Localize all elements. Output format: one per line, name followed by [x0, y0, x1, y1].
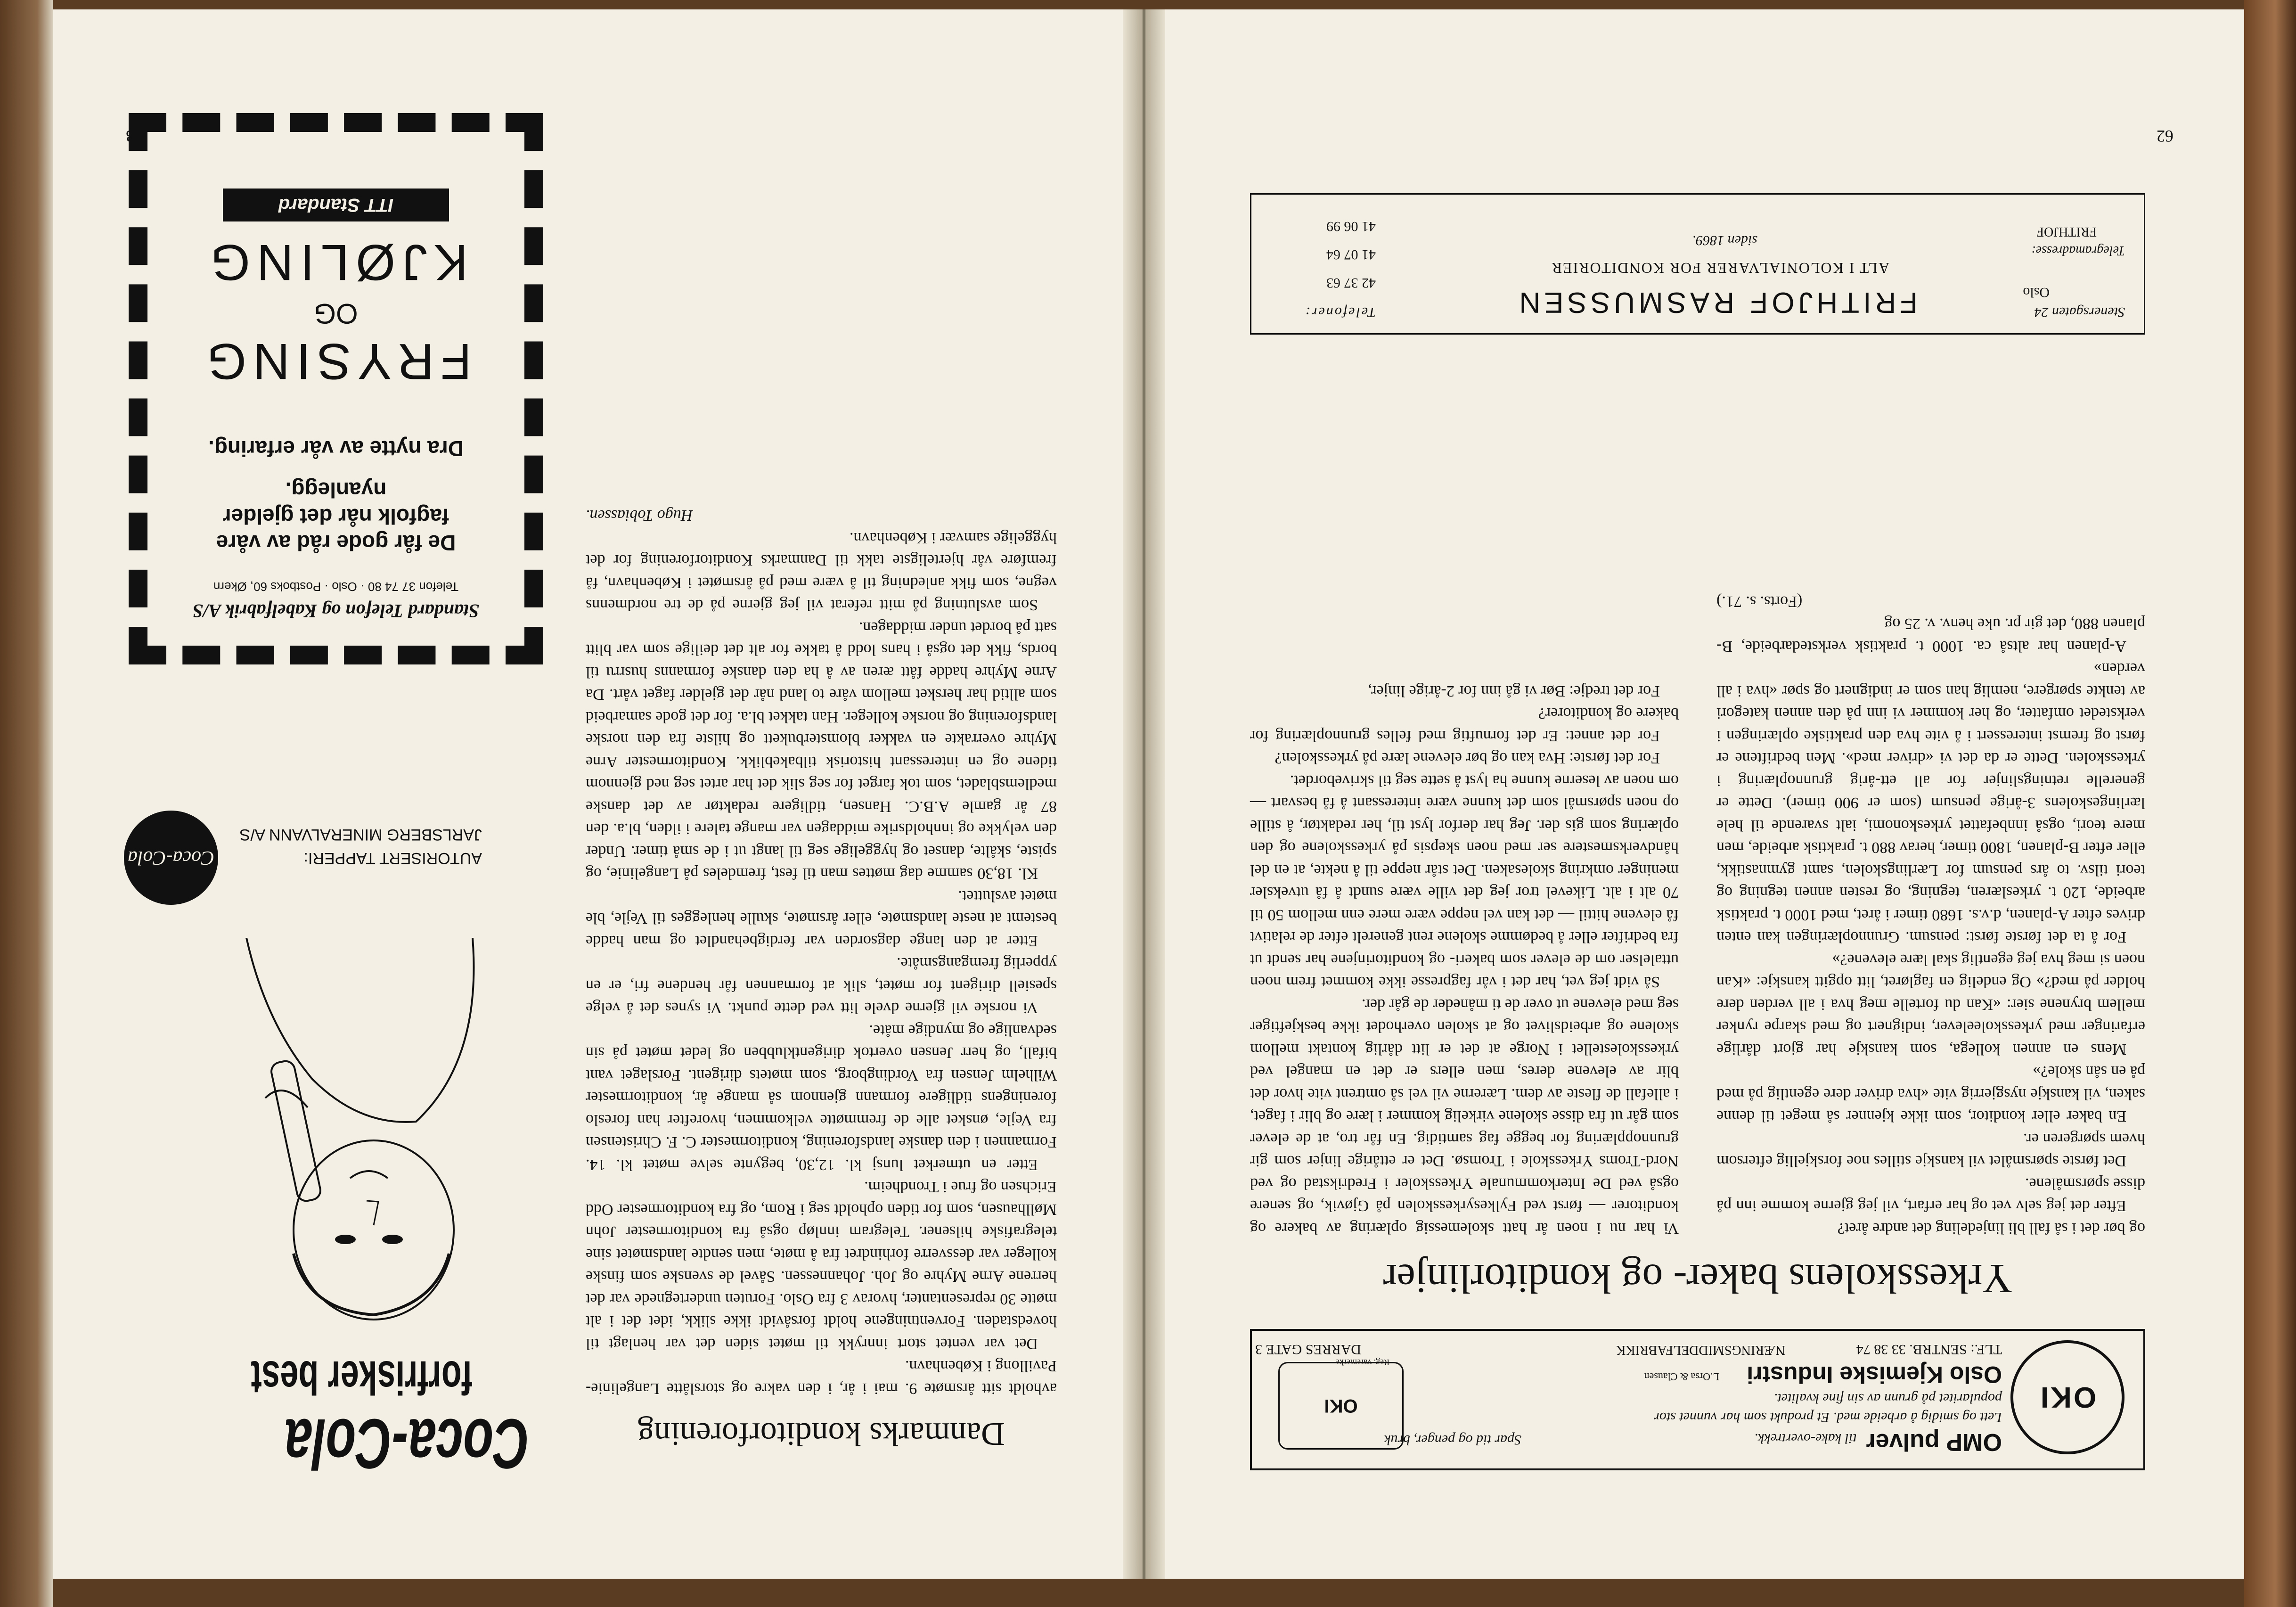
paragraph: For å ta det første først: pensum. Grunnoplæringen kan enten drives efter A-planen, d.v.s. 1680 timer i året, med 1000 t. praktisk arbeide, 120 t. yrkeslæren, tegning, og resten annen tegning og teori tilsv. to års pensum for Lærlingskolen, samt gymnastikk, eller efter B-planen, 1800 timer, herav 880 t. praktisk arbeide, men mere teori, også innbefattet yrkeskonomi, ialt svarende til hele lærlingeskolens 3-årige pensum (som er 900 timer). Dette er generelle retningslinjer for all ett-årig grunnoplæring i yrkesskolen. Dette er da det vi «driver med». Men bedriftene er først og fremst interessert i å vite hva den praktiske oplæringen i verkstedet omfatter, og her kommer vi inn på den annen kategori av tenkte spørgere, nemlig han som er indignert og spør «hva i all verden»: [1716, 660, 2145, 946]
paragraph: For det første: Hva kan og bør elevene lære på yrkesskolen?: [1275, 749, 1660, 767]
oki-logo-text: OKI: [2038, 1381, 2097, 1414]
page-number: 63: [126, 127, 143, 146]
frithjof-phone-2: 41 07 64: [1326, 247, 1376, 262]
frithjof-telegram-label: Telegramadresse:: [2031, 243, 2125, 258]
frithjof-company: FRITHJOF RASMUSSEN: [1515, 286, 1918, 319]
frithjof-phone-1: 42 37 63: [1326, 275, 1376, 291]
paragraph: Det var ventet stort innrykk til møtet siden det var henlagt til hovedstaden. Forventningene holdt forsåvidt ikke slikk, idet det i alt møtte 30 representanter, hvorav 3 fra Oslo. Foruten undertegnede var det herrene Arne Myhre og Joh. Johannessen. Såvel de svenske som finske kolleger var dessverre forhindret fra å møte, men sendte landsmøtet sine telegrafiske hilsener. Telegram innløp også fra konditormester John Møllhausen, som for tiden opholdt seg i Rom, og fra konditormester Odd Erichsen og frue i Trondheim.: [586, 1178, 1057, 1353]
book-spine-shadow: [1123, 9, 1165, 1579]
paragraph: Kl. 18,30 samme dag møttes man til fest, fremdeles på Langelinie, og spiste, skålte, danset og hyggelige seg til langt ut i de små timer. Under den velykke og innholdsrike middagen var mange talere i ilden, bl.a. den 87 år gamle A.B.C. Hansen, tidligere redaktør av det danske medlemsbladet, som tok farget for seg slik det har artet seg ned gjennom tidene og en interessant historisk tilbakeblikk. Konditormester Arne Myhre overrakte en vakker blomsterbukett og hilste fra den norske landsforening og norske kolleger. Han takket bl.a. for det gode samarbeid som alltid har hersket mellom våre to land når det gjelder faget vårt. Da Arne Myhre hadde fått æren av å ha den danske formanns husrru til bords, fikk det også i hans lodd å takke for alt det deilige som var blitt satt på bordet under middagen.: [586, 619, 1057, 883]
paragraph: avholdt sitt årsmøte 9. mai i år, i den vakre og storslåtte Langelinie-Pavillong i København.: [586, 1357, 1057, 1397]
coca-cola-logo-text: Coca-Cola: [127, 847, 215, 869]
standard-line-1: KJØLING: [204, 234, 468, 291]
oki-logo: [2010, 1340, 2124, 1454]
omp-tagline-3: Lett og smidig å arbeide med. Et produkt som har vunnet stor: [1654, 1410, 2002, 1425]
frithjof-phone-label: Telefoner:: [1304, 304, 1376, 320]
paragraph: Efter det jeg selv vet og har erfart, vil jeg gjerne komme inn på disse spørsmålene.: [1716, 1175, 2145, 1215]
standard-text-1: Dra nytte av vår erfaring.: [208, 436, 464, 461]
oki-bottle-label: OKI: [1324, 1395, 1358, 1417]
omp-brand: OMP: [1946, 1428, 2002, 1456]
frithjof-ad: [1250, 193, 2145, 335]
book-edge-left: [2244, 0, 2296, 1607]
paragraph: Etter at den lange dagsorden var ferdigbehandlet og man hadde bestemt at neste landsmøte, eller årsmøte, skulle henlegges til Vejle, ble møtet avsluttet.: [586, 887, 1057, 950]
article-column-1: [1250, 680, 1679, 1240]
paragraph: A-planen har altså ca. 1000 t. praktisk verkstedarbeide, B-planen 880, det gir pr. uke henv. v. 25 og: [1716, 615, 2145, 655]
frithjof-telegram: FRITHJOF: [2036, 224, 2097, 239]
paragraph: og bør det i så fall bli linjedeling det andre året?: [1837, 1220, 2145, 1237]
itt-standard-text: ITT Standard: [278, 195, 394, 216]
coca-cola-ad: [124, 759, 548, 1494]
bottle-mascot-icon: [1278, 1362, 1404, 1450]
omp-ad: [1250, 1329, 2145, 1470]
omp-brand-rest: pulver: [1866, 1428, 1940, 1456]
signature: Hugo Tobiassen.: [586, 507, 693, 525]
paragraph: Så vidt jeg vet, har det i vår fagpresse ikke kommet frem noen uttalelser om de elever som bakeri- og konditorinjene har sendt ut fra bedrifter eller å bedømme skolene rent generelt efter de relativt få elevene hittil — det kan vel neppe være mere enn mellom 50 til 70 alt i alt. Likevel tror jeg det ville være sundt å få utveksler meninger omkring skolesaken. Det står neppe til å nekte, at en del håndverksmestere ser med noen skepsis på yrkesskolene og den oplæring som gis der. Jeg har derfor lyst til, her redaktør, å stille op noen spørsmål som det kunne være interessant å få besvart — om noen av leserne kunne ha lyst å sette seg til skrivebordet.: [1250, 772, 1679, 991]
article-title: Yrkesskolens baker- og konditorlinjer: [1383, 1255, 2012, 1301]
book-edge-right: [0, 0, 53, 1607]
paragraph: En baker eller konditor, som ikke kjenner så meget til denne saken, vil kanskje nysgjerrig vite «hva driver dere egentlig på med på en sån skole?»: [1716, 1063, 2145, 1125]
article-column-2: [1716, 590, 2145, 1240]
omp-tagline-4: popularitet på grunn av sin fine kvalitet.: [1773, 1391, 2002, 1406]
omp-phone: TLF.: SENTRB. 33 38 74: [1856, 1342, 2002, 1357]
page-62: [1156, 9, 2244, 1579]
standard-line-3: FRYSING: [200, 333, 472, 390]
paragraph: Mens en annen kollega, som kanskje har gjort dårlige erfaringer med yrkesskoleelever, indignert og med skarpe rynker mellem brynene sier: «Kan du fortelle meg hva i all verden dere holder på med?» Og endelig en fagløret, litt opgitt kanskje: «Kan noen si meg hva jeg egentlig skal lære elevene?»: [1716, 951, 2145, 1058]
standard-line-2: OG: [314, 298, 358, 329]
omp-tagline-2: Spar tid og penger, bruk: [1384, 1432, 1521, 1448]
paragraph: For det annet: Er det fornuftig med felles grunnoplæring for bakere og konditorer?: [1250, 705, 1679, 745]
article-column-1: [586, 504, 1057, 1400]
omp-owners: L.Orsa & Clausen: [1644, 1371, 1719, 1383]
standard-company: Standard Telefon og Kabelfabrik A/S: [192, 600, 480, 622]
omp-address: DARRES GATE 3: [1255, 1342, 1361, 1357]
coca-cola-bottler-1: AUTORISERT TAPPERI:: [303, 849, 482, 867]
coca-cola-slogan-1: Coca-Cola: [284, 1404, 529, 1484]
frithjof-slogan: ALT I KOLONIALVARER FOR KONDITORIER: [1551, 260, 1889, 277]
paragraph: Vi norske vil gjerne dvele litt ved dette punkt. Vi synes det å velge spesiell dirigent for møtet, slik at formannen får hendene fri, er en ypperlig fremgangsmåte.: [586, 954, 1057, 1017]
paragraph: Vi har nu i noen år hatt skolemessig oplæring av bakere og konditorer — først ved Fylkesyrkesskolen på Gjøvik, og senere også ved De Interkommunale Yrkesskoler i Fredrikstad og ved Nord-Troms Yrkesskole i Tromsø. Det er ettårige linjer som gir grunnopplæring for begge fag samtidig. En får tro, at de elever som går ut fra disse skolene virkelig kommer i lære og blir i faget, i allefall de fleste av dem. Lærerne vil vel så omtrent vite hvor det blir av elevene deres, men ellers er det en mangel ved yrkesskolestellet i Norge at det er litt dårlig kontakt mellom skolene og arbeidslivet og at skolen overhodet ikke beskjeftiger seg med elevene ut over de ti måneder de går der.: [1250, 996, 1679, 1237]
coca-cola-slogan-2: forfrisker best: [251, 1351, 473, 1404]
paragraph: Det første spørsmålet vil kanskje stilles noe forskjellig eftersom hvem spørgeren er.: [1716, 1130, 2145, 1170]
article-title: Danmarks konditorforening: [637, 1416, 1005, 1452]
omp-division: NÆRINGSMIDDELFABRIKK: [1616, 1343, 1785, 1357]
standard-kjoling-ad: [129, 113, 543, 664]
standard-text-2: De får gode råd av våre fagfolk når det gjelder nyanlegg.: [216, 478, 456, 555]
page-number: 62: [2157, 127, 2173, 146]
frithjof-city: Oslo: [2023, 285, 2050, 300]
standard-contact: Telefon 37 74 80 · Oslo · Postboks 60, Økern: [213, 580, 459, 594]
frithjof-since: siden 1869.: [1692, 233, 1757, 248]
frithjof-address: Stenersgaten 24: [2034, 304, 2125, 320]
continued-note: (Forts. s. 71.): [1716, 593, 1803, 610]
paragraph: Som avslutning på mitt referat vil jeg gjerne på de tre nordmenns vegne, som fikk anledning til å være med på årsmøtet i København, få fremføre vår hjerteligste takk til Danmarks Konditorforening for det hyggelige samvær i København.: [586, 529, 1057, 614]
paragraph: For det tredje: Bør vi gå inn for 2-årige linjer,: [1368, 682, 1660, 700]
frithjof-phone-3: 41 06 99: [1326, 219, 1376, 234]
paragraph: Etter en utmerket lunsj kl. 12,30, begynte selve møtet kl. 14. Formannen i den danske landsforening, konditormester C. F. Christensen fra Vejle, ønsket alle de fremmøtte velkommen, hvorefter han foreslo foreningens tidligere formann gjennom så mange år, konditormester Wilhelm Jensen fra Vordingborg, som møtets dirigent. Forslaget vant bifall, og herr Jensen overtok dirigentklubben og ledet møtet på sin sedvanlige og myndige måte.: [586, 1022, 1057, 1173]
coca-cola-bottler-2: JARLSBERG MINERALVANN A/S: [239, 826, 482, 844]
drinking-woman-illustration: [228, 938, 529, 1324]
omp-tagline-1: til kake-overtrekk.: [1754, 1431, 1857, 1446]
omp-reg-mark: Reg. varemerke: [1336, 1358, 1389, 1367]
coca-cola-logo: [124, 811, 218, 905]
itt-standard-logo: [223, 189, 449, 221]
page-63: [53, 9, 1142, 1579]
omp-company: Oslo Kjemiske Industri: [1747, 1361, 2002, 1388]
